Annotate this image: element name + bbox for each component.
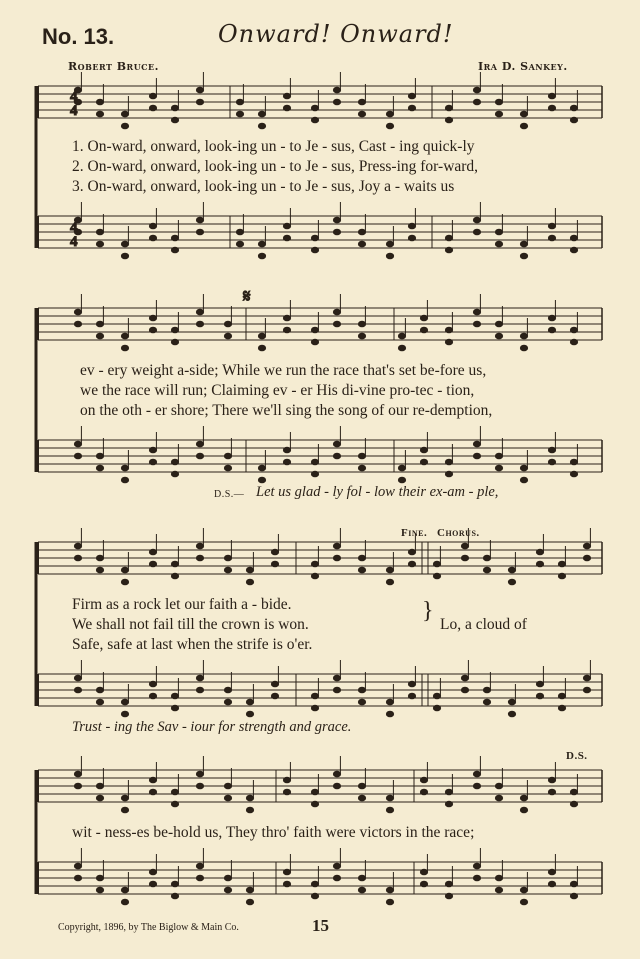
staff-bass-2-notes xyxy=(74,426,577,483)
staff-treble-4-notes xyxy=(74,756,577,813)
staff-bass-3-notes xyxy=(74,660,590,717)
chorus-marking: Chorus. xyxy=(437,527,480,539)
verse-1-line-3: Firm as a rock let our faith a - bide. xyxy=(72,596,292,613)
lyricist-credit: Robert Bruce. xyxy=(68,60,159,73)
verse-brace: } xyxy=(422,598,434,624)
svg-text:4: 4 xyxy=(70,234,78,250)
staff-treble-2-notes xyxy=(74,294,577,351)
hymn-title: Onward! Onward! xyxy=(218,20,454,48)
staff-treble-1-notes xyxy=(74,72,577,129)
staff-bass-4-notes xyxy=(74,848,577,905)
ds-label: D.S.— xyxy=(214,489,245,500)
segno-sign: 𝄋 xyxy=(243,286,251,307)
svg-text:4: 4 xyxy=(70,103,78,119)
verse-3-line-2: on the oth - er shore; There we'll sing the song of our re-demption, xyxy=(80,402,493,419)
verse-3-line-3: Safe, safe at last when the strife is o'er. xyxy=(72,636,313,653)
verse-2-line-2: we the race will run; Claiming ev - er His di-vine pro-tec - tion, xyxy=(80,382,475,399)
composer-credit: Ira D. Sankey. xyxy=(478,60,568,73)
verse-3-line-1: 3. On-ward, onward, look-ing un - to Je - sus, Joy a - waits us xyxy=(72,178,455,195)
svg-text:4: 4 xyxy=(70,220,78,236)
svg-text:4: 4 xyxy=(70,89,78,105)
fine-marking: Fine. xyxy=(401,527,428,539)
verse-1-line-1: 1. On-ward, onward, look-ing un - to Je - sus, Cast - ing quick-ly xyxy=(72,138,475,155)
copyright-notice: Copyright, 1896, by The Biglow & Main Co. xyxy=(58,922,239,933)
chorus-lyric: Lo, a cloud of xyxy=(440,616,527,633)
ds-marking: D.S. xyxy=(566,750,588,762)
staff-bass-1-notes xyxy=(74,202,577,259)
page-number: 15 xyxy=(312,916,329,935)
ds-text: Let us glad - ly fol - low their ex-am - ple, xyxy=(256,484,499,500)
hymn-number: No. 13. xyxy=(42,24,115,49)
staff-treble-3-notes xyxy=(74,528,590,585)
chorus-bass-text: Trust - ing the Sav - iour for strength and grace. xyxy=(72,719,352,735)
verse-2-line-3: We shall not fail till the crown is won. xyxy=(72,616,309,633)
chorus-lyric-line: wit - ness-es be-hold us, They thro' faith were victors in the race; xyxy=(72,824,475,841)
verse-1-line-2: ev - ery weight a-side; While we run the race that's set be-fore us, xyxy=(80,362,487,379)
verse-2-line-1: 2. On-ward, onward, look-ing un - to Je - sus, Press-ing for-ward, xyxy=(72,158,479,175)
